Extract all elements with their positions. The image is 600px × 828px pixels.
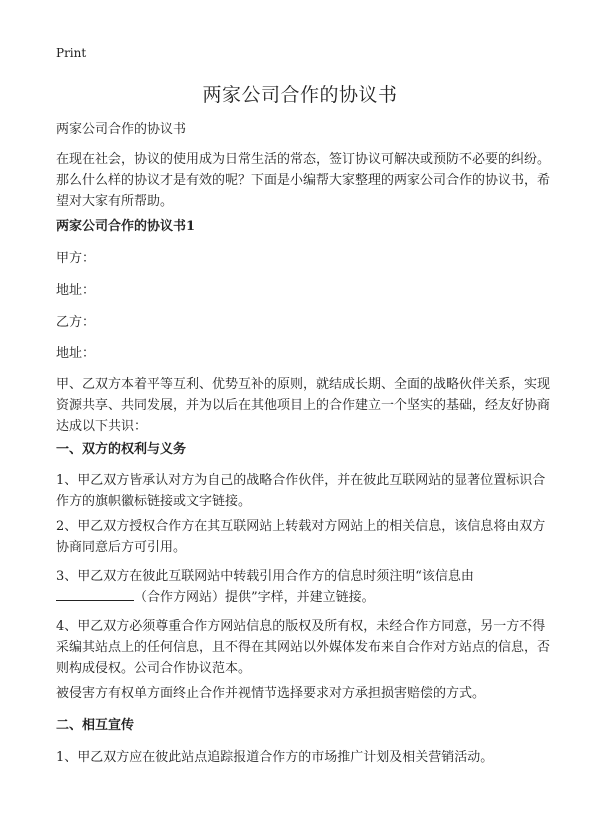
clause-2: 2、甲乙双方授权合作方在其互联网站上转载对方网站上的相关信息，该信息将由双方协商同意后方可引用。 [56,519,546,555]
clause-2-1: 1、甲乙双方应在彼此站点追踪报道合作方的市场推广计划及相关营销活动。 [56,750,494,765]
section-heading: 两家公司合作的协议书1 [56,219,196,234]
clause-1: 1、甲乙双方皆承认对方为自己的战略合作伙伴，并在彼此互联网站的显著位置标识合作方的旗帜徽标链接或文字链接。 [56,473,546,509]
clause-3-text-start: 3、甲乙双方在彼此互联网站中转载引用合作方的信息时须注明“该信息由 [56,569,474,584]
print-link[interactable]: Print [56,46,87,60]
clause-3-text-end: （合作方网站）提供”字样，并建立链接。 [134,590,375,605]
party-a-label: 甲方： [56,251,96,266]
heading-rights-obligations: 一、双方的权利与义务 [56,442,187,457]
preamble-paragraph: 甲、乙双方本着平等互利、优势互补的原则，就结成长期、全面的战略伙伴关系，实现资源共享、共同发展，并为以后在其他项目上的合作建立一个坚实的基础，经友好协商达成以下共识： [56,377,551,434]
fill-in-blank [56,588,134,601]
heading-mutual-promotion: 二、相互宣传 [56,718,135,733]
clause-3 [56,566,552,608]
clause-remedy: 被侵害方有权单方面终止合作并视情节选择要求对方承担损害赔偿的方式。 [56,686,486,701]
intro-paragraph: 在现在社会，协议的使用成为日常生活的常态，签订协议可解决或预防不必要的纠纷。那么什么样的协议才是有效的呢？下面是小编帮大家整理的两家公司合作的协议书，希望对大家有所帮助。 [56,152,551,209]
clause-4: 4、甲乙双方必须尊重合作方网站信息的版权及所有权，未经合作方同意，另一方不得采编其站点上的任何信息，且不得在其网站以外媒体发布来自合作对方站点的信息，否则构成侵权。公司合作协议范本。 [56,619,551,676]
address-a-label: 地址： [56,283,96,298]
party-b-label: 乙方： [56,315,96,330]
address-b-label: 地址： [56,346,96,361]
document-subtitle: 两家公司合作的协议书 [56,122,187,137]
page-title: 两家公司合作的协议书 [202,84,398,106]
